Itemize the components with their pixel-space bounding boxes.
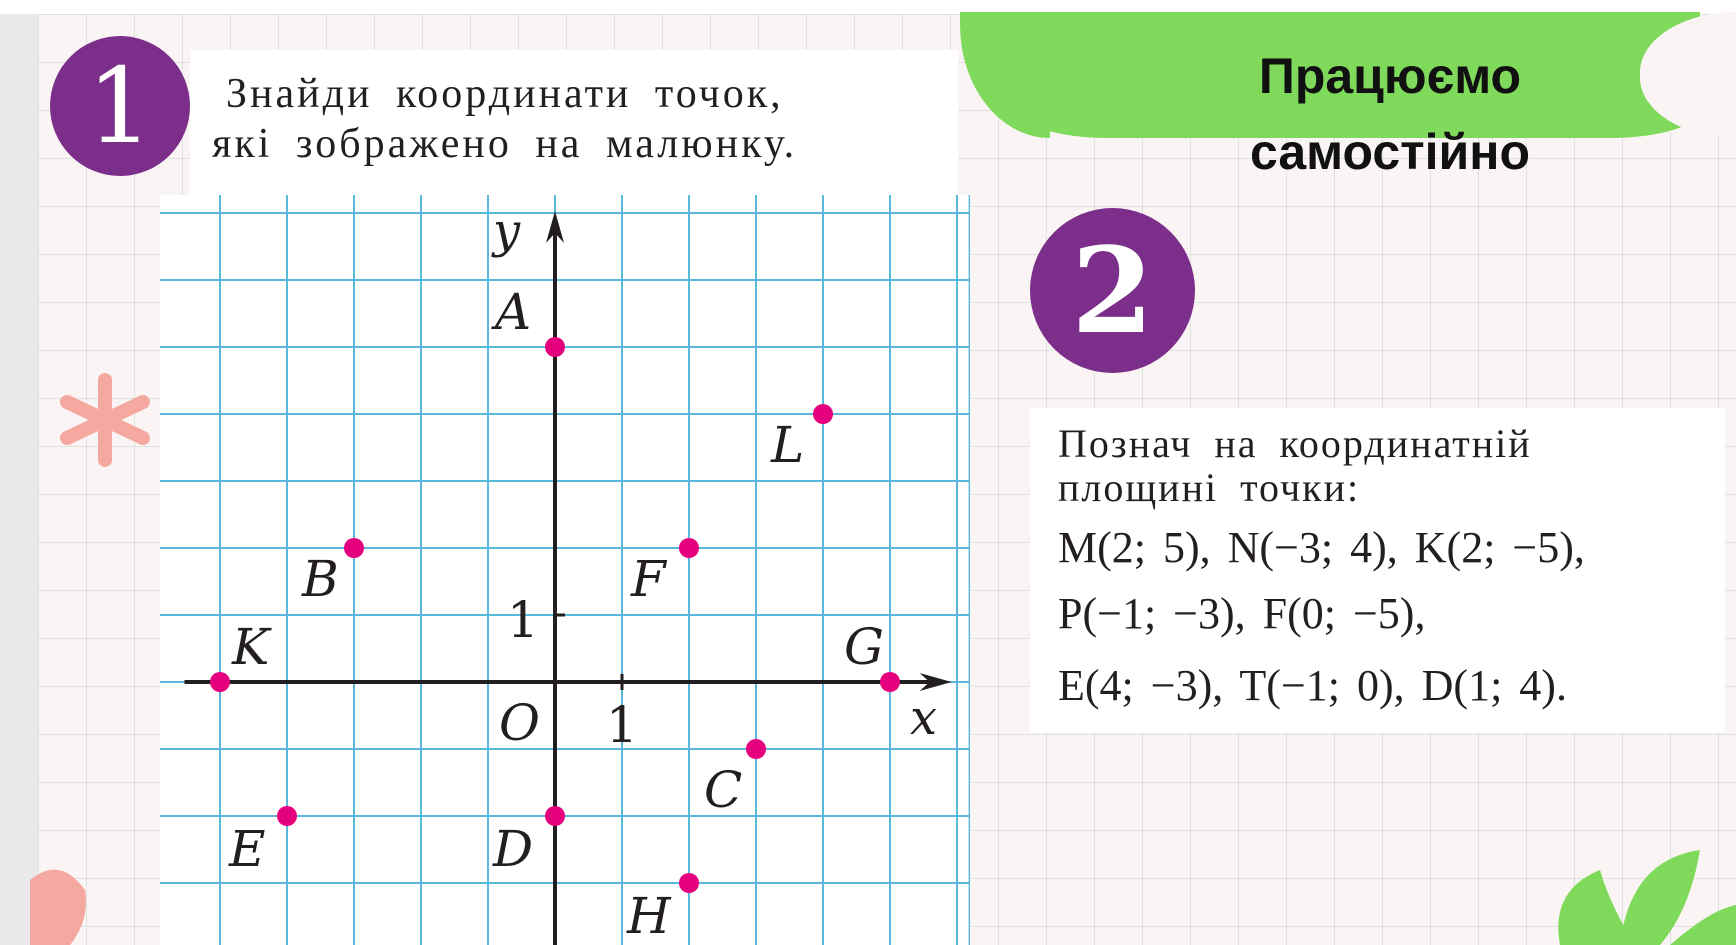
- banner-title: [1140, 38, 1640, 190]
- point-label-E: E: [229, 820, 266, 878]
- coordinate-plane: [160, 195, 970, 945]
- task2-points-line-2: P(−1; −3), F(0; −5),: [1058, 589, 1426, 638]
- left-border: [0, 14, 38, 945]
- pink-blob-decoration: [30, 860, 90, 945]
- task1-instructions: [190, 50, 958, 196]
- point-label-K: K: [232, 618, 270, 676]
- point-label-B: B: [302, 550, 339, 608]
- axes: [185, 203, 952, 945]
- task2-line-1: Познач на координатній: [1058, 421, 1532, 466]
- point-K: [210, 672, 230, 692]
- point-label-C: C: [704, 761, 743, 819]
- point-F: [679, 538, 699, 558]
- task2-points-line-1: M(2; 5), N(−3; 4), K(2; −5),: [1058, 523, 1585, 572]
- point-label-L: L: [771, 416, 805, 474]
- x-axis-label: x: [910, 690, 938, 746]
- x-tick-label-1: 1: [606, 696, 638, 754]
- task1-line-1: Знайди координати точок,: [226, 71, 784, 117]
- point-label-A: A: [495, 283, 532, 341]
- point-E: [277, 806, 297, 826]
- origin-label: O: [499, 694, 540, 752]
- leaf-decoration-icon: [1540, 850, 1736, 945]
- banner-title-line-1: Працюємо: [1258, 48, 1522, 104]
- grid-lines: [160, 195, 970, 945]
- task2-instructions: [1030, 408, 1725, 732]
- point-B: [344, 538, 364, 558]
- point-H: [679, 873, 699, 893]
- point-label-F: F: [631, 550, 666, 608]
- task2-points-line-3: E(4; −3), T(−1; 0), D(1; 4).: [1058, 661, 1567, 710]
- task-number-1: 1: [86, 45, 154, 167]
- point-label-H: H: [627, 887, 671, 945]
- point-L: [813, 404, 833, 424]
- point-label-G: G: [844, 618, 884, 676]
- task-number-1-badge: [50, 36, 190, 176]
- asterisk-decoration-icon: [55, 370, 155, 470]
- y-axis-label: y: [493, 203, 521, 259]
- point-D: [545, 806, 565, 826]
- banner-title-line-2: самостійно: [1249, 124, 1531, 180]
- task-number-2: 2: [1071, 220, 1154, 360]
- y-tick-label-1: 1: [507, 591, 539, 649]
- task-number-2-badge: [1030, 208, 1195, 373]
- task2-line-2: площині точки:: [1058, 465, 1361, 510]
- point-C: [746, 739, 766, 759]
- task1-line-2: які зображено на малюнку.: [212, 121, 798, 167]
- point-label-D: D: [493, 820, 534, 878]
- coordinate-plane-panel: [160, 195, 970, 945]
- point-A: [545, 337, 565, 357]
